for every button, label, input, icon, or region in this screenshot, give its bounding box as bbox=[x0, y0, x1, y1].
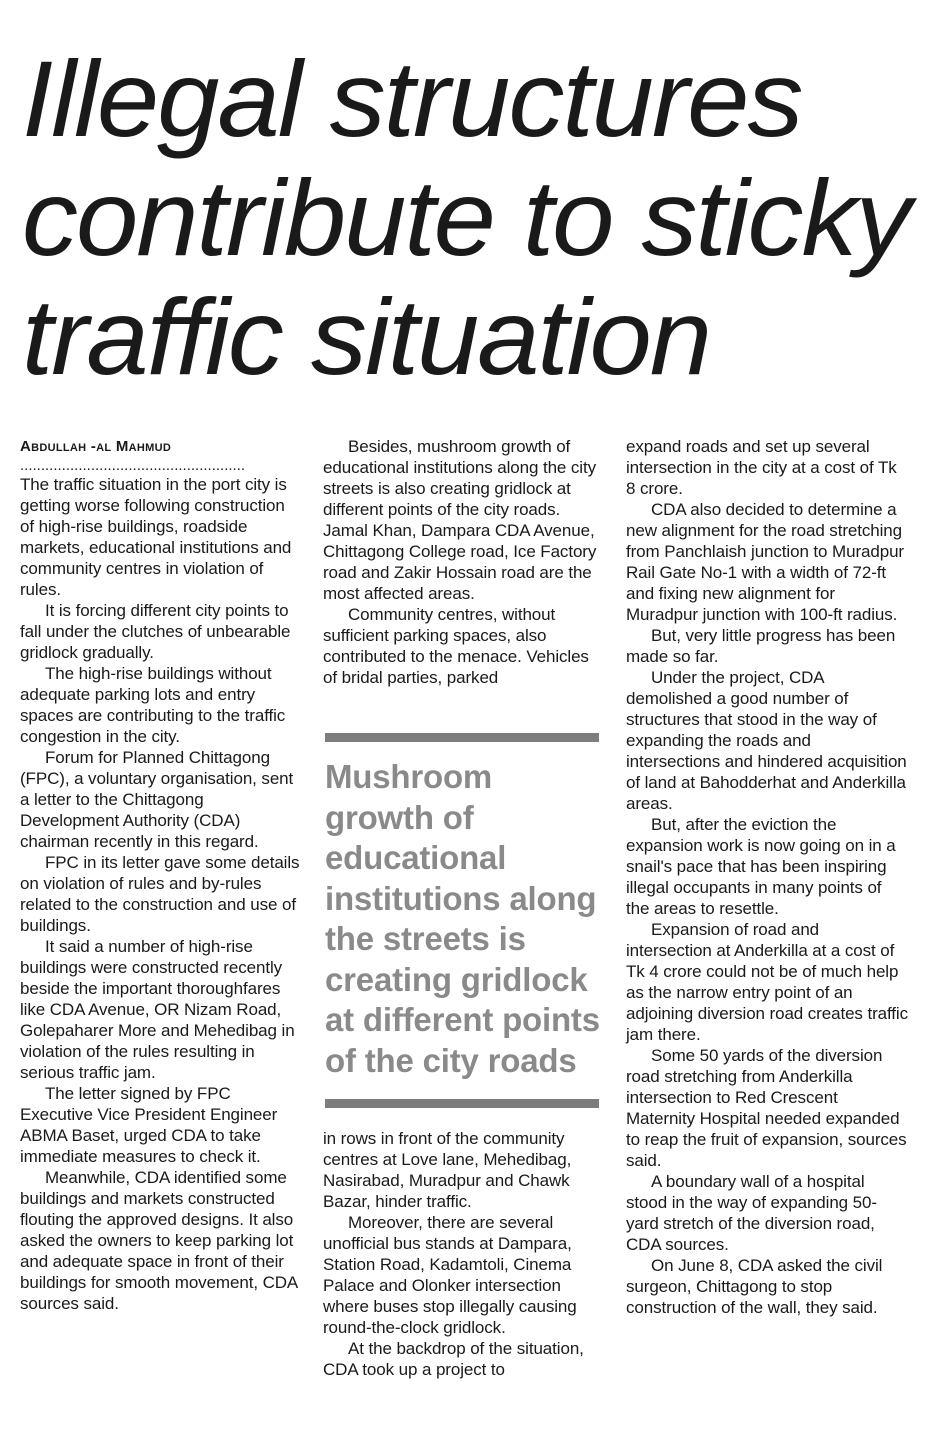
paragraph: in rows in front of the community centres at Love lane, Mehedibag, Nasirabad, Muradpur and Chawk Bazar, hinder traffic. bbox=[323, 1129, 572, 1211]
paragraph: Under the project, CDA demolished a good number of structures that stood in the way of expanding the roads and intersections and hindered acquisition of land at Bahodderhat and Anderkilla areas. bbox=[626, 668, 907, 813]
headline-line-1: Illegal structures bbox=[22, 39, 802, 160]
paragraph: The traffic situation in the port city is getting worse following construction of high-rise buildings, roadside markets, educational institutions and community centres in violation of rules. bbox=[20, 475, 292, 599]
byline-text: Abdullah -al Mahmud bbox=[20, 438, 172, 455]
headline-line-3: traffic situation bbox=[22, 277, 711, 398]
paragraph: FPC in its letter gave some details on violation of rules and by-rules related to the construction and use of buildings. bbox=[20, 853, 300, 935]
paragraph: expand roads and set up several intersection in the city at a cost of Tk 8 crore. bbox=[626, 437, 897, 498]
article-column-2-top bbox=[323, 436, 601, 688]
paragraph: On June 8, CDA asked the civil surgeon, Chittagong to stop construction of the wall, they said. bbox=[626, 1256, 883, 1317]
paragraph: Some 50 yards of the diversion road stretching from Anderkilla intersection to Red Crescent Maternity Hospital needed expanded to reap the fruit of expansion, sources said. bbox=[626, 1046, 907, 1170]
pull-quote-top-rule bbox=[325, 733, 599, 742]
article-column-3 bbox=[626, 436, 908, 1318]
paragraph: A boundary wall of a hospital stood in the way of expanding 50-yard stretch of the diversion road, CDA sources. bbox=[626, 1172, 877, 1254]
paragraph: Besides, mushroom growth of educational institutions along the city streets is also creating gridlock at different points of the city roads. Jamal Khan, Dampara CDA Avenue, Chittagong College road, Ice Factory road and Zakir Hossain road are the most affected areas. bbox=[323, 437, 597, 603]
paragraph: CDA also decided to determine a new alignment for the road stretching from Panchlaish junction to Muradpur Rail Gate No-1 with a width of 72-ft and fixing new alignment for Muradpur junction with 100-ft radius. bbox=[626, 500, 904, 624]
pull-quote-bottom-rule bbox=[325, 1099, 599, 1108]
paragraph: At the backdrop of the situation, CDA took up a project to bbox=[323, 1339, 584, 1379]
article-column-1 bbox=[20, 436, 300, 1314]
byline-separator: ...................................................... bbox=[20, 457, 246, 474]
headline bbox=[22, 40, 932, 397]
byline bbox=[20, 436, 300, 457]
paragraph: Forum for Planned Chittagong (FPC), a voluntary organisation, sent a letter to the Chittagong Development Authority (CDA) chairman recently in this regard. bbox=[20, 748, 294, 851]
pull-quote: Mushroom growth of educational institutions along the streets is creating gridlock at different points of the city roads bbox=[325, 758, 600, 1079]
paragraph: Expansion of road and intersection at Anderkilla at a cost of Tk 4 crore could not be of much help as the narrow entry point of an adjoining diversion road creates traffic jam there. bbox=[626, 920, 909, 1044]
paragraph: The letter signed by FPC Executive Vice President Engineer ABMA Baset, urged CDA to take immediate measures to check it. bbox=[20, 1084, 278, 1166]
paragraph: Community centres, without sufficient parking spaces, also contributed to the menace. Vehicles of bridal parties, parked bbox=[323, 605, 589, 687]
headline-line-2: contribute to sticky bbox=[22, 158, 910, 279]
paragraph: Moreover, there are several unofficial bus stands at Dampara, Station Road, Kadamtoli, Cinema Palace and Olonker intersection where buses stop illegally causing round-the-clock gridlock. bbox=[323, 1213, 577, 1337]
paragraph: Meanwhile, CDA identified some buildings and markets constructed flouting the approved designs. It also asked the owners to keep parking lot and adequate space in front of their buildings for smooth movement, CDA sources said. bbox=[20, 1168, 298, 1313]
article-column-2-bottom bbox=[323, 1128, 601, 1380]
paragraph: But, after the eviction the expansion work is now going on in a snail's pace that has been inspiring illegal occupants in many points of the areas to resettle. bbox=[626, 815, 896, 918]
paragraph: But, very little progress has been made so far. bbox=[626, 626, 896, 666]
paragraph: It is forcing different city points to fall under the clutches of unbearable gridlock gradually. bbox=[20, 601, 291, 662]
paragraph: The high-rise buildings without adequate parking lots and entry spaces are contributing to the traffic congestion in the city. bbox=[20, 664, 286, 746]
paragraph: It said a number of high-rise buildings were constructed recently beside the important thoroughfares like CDA Avenue, OR Nizam Road, Golepaharer More and Mehedibag in violation of the rules resulting in serious traffic jam. bbox=[20, 937, 295, 1082]
